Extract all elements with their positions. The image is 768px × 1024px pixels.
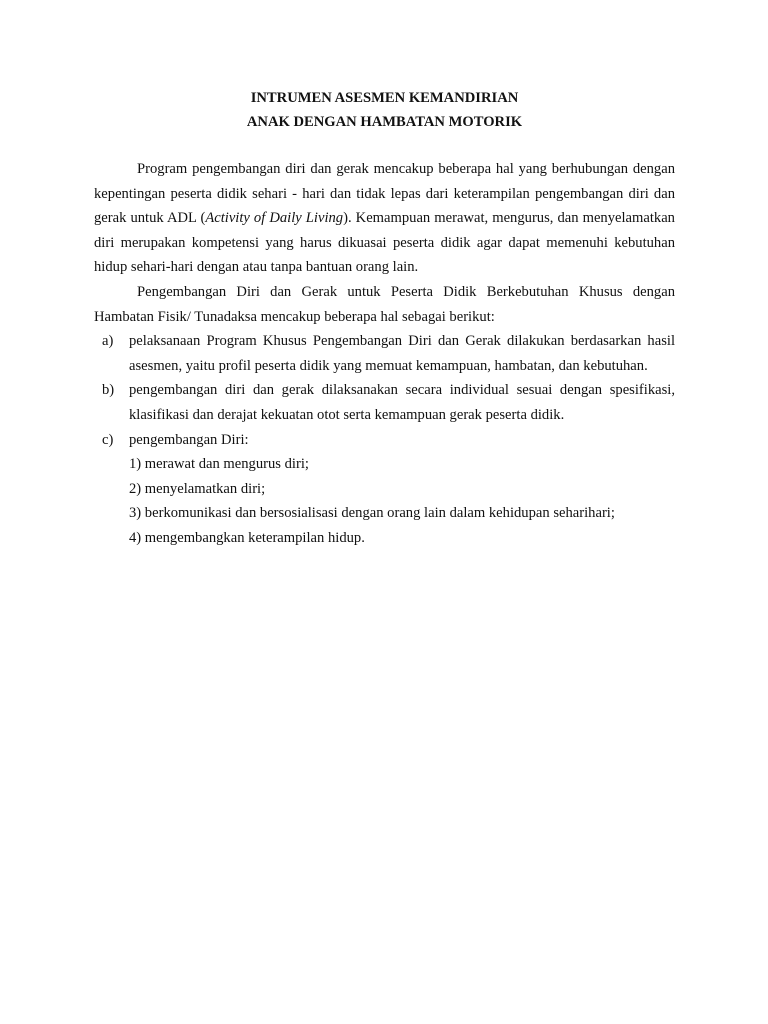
list-item-text: pengembangan Diri: (129, 431, 249, 448)
sub-list-item: 4) mengembangkan keterampilan hidup. (129, 529, 365, 546)
list-marker: a) (102, 333, 114, 350)
list-item (94, 428, 675, 453)
paragraph-1-italic-term: Activity of Daily Living (205, 210, 344, 227)
list-marker: c) (102, 431, 114, 448)
list-marker: b) (102, 382, 115, 399)
sub-list-item: 2) menyelamatkan diri; (129, 480, 266, 497)
sub-list (94, 452, 675, 550)
paragraph-1-text-start: Program pengembangan diri dan gerak mencakup beberapa hal yang berhubungan dengan kepentingan peserta didik sehari - hari dan tidak lepas dari keterampilan pengembangan diri dan gerak untuk ADL ( (94, 161, 675, 227)
paragraph-2: Pengembangan Diri dan Gerak untuk Peserta Didik Berkebutuhan Khusus dengan Hambatan Fisik/ Tunadaksa mencakup beberapa hal sebagai berikut: (94, 283, 675, 325)
sub-list-item: 3) berkomunikasi dan bersosialisasi dengan orang lain dalam kehidupan seharihari; (129, 505, 615, 522)
list-item (94, 378, 675, 427)
document-title (94, 86, 675, 134)
list-item-text: pelaksanaan Program Khusus Pengembangan Diri dan Gerak dilakukan berdasarkan hasil asesmen, yaitu profil peserta didik yang memuat kemampuan, hambatan, dan kebutuhan. (129, 333, 675, 374)
sub-list-item: 1) merawat dan mengurus diri; (129, 456, 309, 473)
requirements-list (94, 329, 675, 550)
list-item-text: pengembangan diri dan gerak dilaksanakan secara individual sesuai dengan spesifikasi, klasifikasi dan derajat kekuatan otot serta kemampuan gerak peserta didik. (129, 382, 675, 423)
title-line-2: ANAK DENGAN HAMBATAN MOTORIK (246, 114, 523, 130)
title-line-1: INTRUMEN ASESMEN KEMANDIRIAN (250, 90, 519, 106)
list-item (94, 329, 675, 378)
paragraph-1 (94, 157, 675, 280)
document-page (94, 86, 675, 551)
title-spacer (94, 134, 675, 157)
paragraph-1-text-end: ). Kemampuan merawat, mengurus, dan menyelamatkan diri merupakan kompetensi yang harus dikuasai peserta didik agar dapat memenuhi kebutuhan hidup sehari-hari dengan atau tanpa bantuan orang lain. (94, 210, 675, 276)
